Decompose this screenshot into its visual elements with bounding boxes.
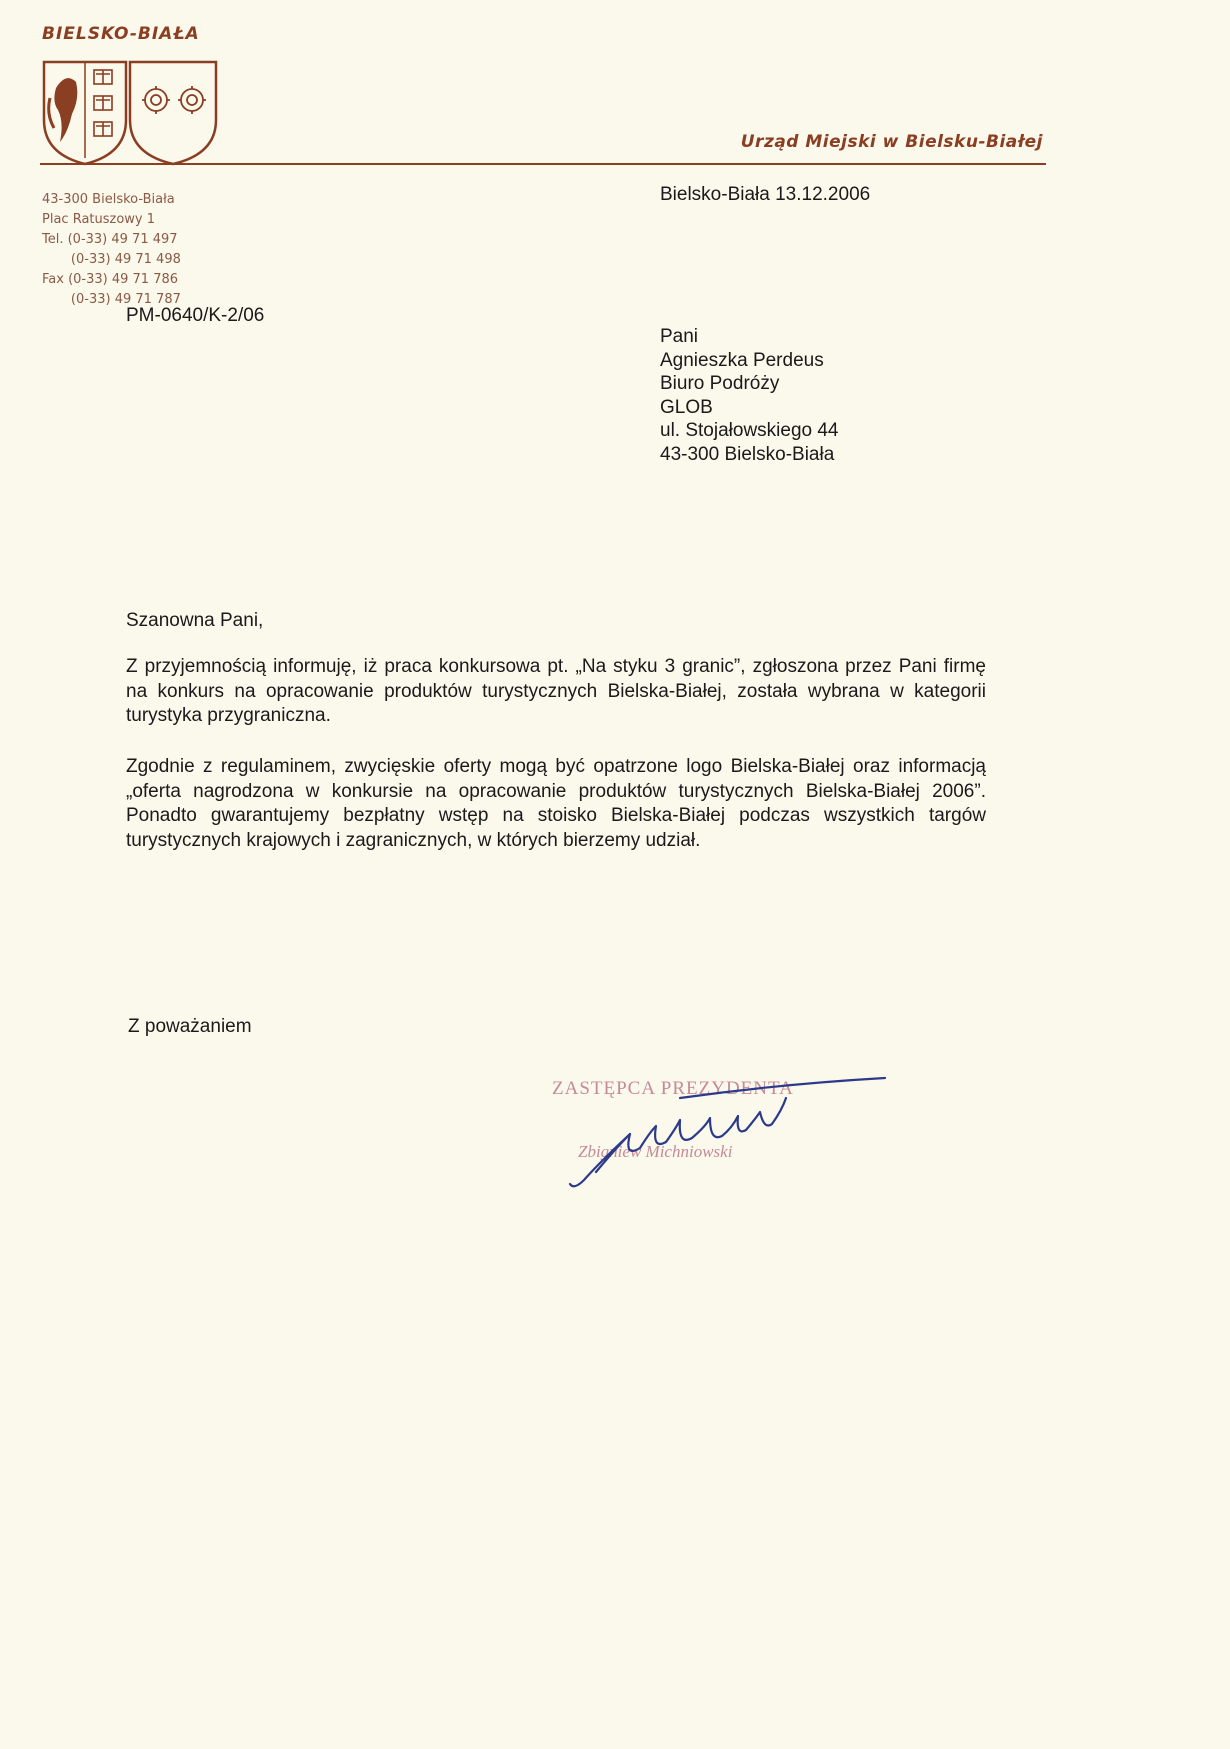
letter-date: Bielsko-Biała 13.12.2006 <box>660 184 871 205</box>
address-line: (0-33) 49 71 498 <box>42 252 181 267</box>
stamp-title: ZASTĘPCA PREZYDENTA <box>552 1078 794 1099</box>
address-line: Plac Ratuszowy 1 <box>42 212 156 227</box>
reference-number: PM-0640/K-2/06 <box>126 305 265 326</box>
city-name: BIELSKO-BIAŁA <box>42 24 200 44</box>
body-paragraph-2: Zgodnie z regulaminem, zwycięskie oferty mogą być opatrzone logo Bielska-Białej oraz informacją „oferta nagrodzona w konkursie na opracowanie produktów turystycznych Bielska-Białej 2006”. Ponadto gwarantujemy bezpłatny wstęp na stoisko Bielska-Białej podczas wszystkich targów turystycznych krajowych i zagranicznych, w których bierzemy udział. <box>126 756 986 851</box>
address-line: Tel. (0-33) 49 71 497 <box>42 232 178 247</box>
salutation: Szanowna Pani, <box>126 610 264 631</box>
address-line: (0-33) 49 71 787 <box>42 292 181 307</box>
recipient-line: GLOB <box>660 396 713 418</box>
sender-address <box>42 190 181 310</box>
letterhead-divider <box>40 163 1046 165</box>
recipient-address <box>660 325 839 466</box>
address-line: Fax (0-33) 49 71 786 <box>42 272 179 287</box>
recipient-line: Pani <box>660 326 699 347</box>
handwritten-signature <box>560 1070 900 1195</box>
coat-of-arms-logo <box>40 58 220 166</box>
recipient-line: 43-300 Bielsko-Biała <box>660 443 835 465</box>
stamp-name: Zbigniew Michniowski <box>578 1142 733 1161</box>
recipient-line: Agnieszka Perdeus <box>660 349 824 371</box>
body-paragraph-1: Z przyjemnością informuję, iż praca konkursowa pt. „Na styku 3 granic”, zgłoszona przez Pani firmę na konkurs na opracowanie produktów turystycznych Bielska-Białej, została wybrana w kategorii turystyka przygraniczna. <box>126 656 986 726</box>
office-name: Urząd Miejski w Bielsku-Białej <box>740 132 1043 152</box>
recipient-line: Biuro Podróży <box>660 373 780 394</box>
address-line: 43-300 Bielsko-Biała <box>42 192 175 207</box>
recipient-line: ul. Stojałowskiego 44 <box>660 420 839 441</box>
closing: Z poważaniem <box>128 1016 252 1037</box>
